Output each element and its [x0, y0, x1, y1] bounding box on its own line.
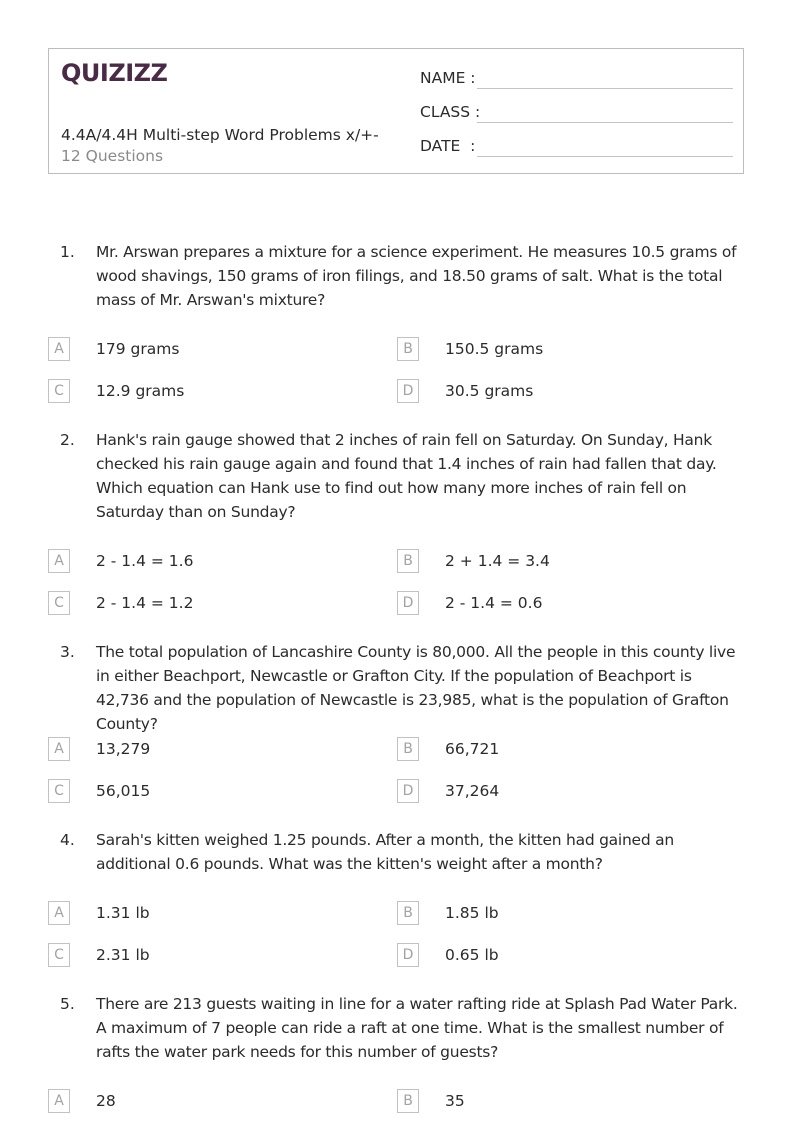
option-letter: B — [397, 1089, 419, 1113]
question-number: 1. — [60, 243, 75, 261]
option-text: 0.65 lb — [445, 946, 499, 964]
option-letter: C — [48, 779, 70, 803]
option-text: 56,015 — [96, 782, 151, 800]
worksheet-title: 4.4A/4.4H Multi-step Word Problems x/+- — [61, 126, 379, 144]
option-text: 13,279 — [96, 740, 151, 758]
question-count: 12 Questions — [61, 147, 164, 165]
option-letter: D — [397, 779, 419, 803]
option-text: 2 - 1.4 = 1.6 — [96, 552, 194, 570]
option-letter: B — [397, 549, 419, 573]
question-text: The total population of Lancashire County is 80,000. All the people in this county live in either Beachport, Newcastle or Grafton City. If the population of Beachport is 42,736 and the population of Newcastle is 23,985, what is the population of Grafton County? — [96, 643, 736, 733]
option-letter: A — [48, 549, 70, 573]
option-text: 66,721 — [445, 740, 500, 758]
option-text: 2 - 1.4 = 1.2 — [96, 594, 194, 612]
question-number: 2. — [60, 431, 75, 449]
option-text: 1.31 lb — [96, 904, 150, 922]
name-label: NAME : — [420, 69, 476, 87]
quizizz-logo: QUIZIZZ — [61, 59, 168, 87]
option-text: 2.31 lb — [96, 946, 150, 964]
option-letter: D — [397, 591, 419, 615]
option-text: 12.9 grams — [96, 382, 185, 400]
date-label: DATE : — [420, 137, 476, 155]
class-label: CLASS : — [420, 103, 481, 121]
date-field[interactable] — [420, 133, 733, 157]
option-text: 179 grams — [96, 340, 180, 358]
name-field[interactable] — [420, 65, 733, 89]
option-letter: A — [48, 1089, 70, 1113]
option-letter: A — [48, 737, 70, 761]
option-letter: A — [48, 901, 70, 925]
option-letter: C — [48, 943, 70, 967]
option-letter: D — [397, 943, 419, 967]
option-letter: B — [397, 901, 419, 925]
class-line[interactable] — [477, 121, 733, 123]
option-text: 2 - 1.4 = 0.6 — [445, 594, 543, 612]
option-text: 2 + 1.4 = 3.4 — [445, 552, 550, 570]
option-letter: B — [397, 337, 419, 361]
option-letter: D — [397, 379, 419, 403]
option-letter: C — [48, 591, 70, 615]
option-text: 30.5 grams — [445, 382, 534, 400]
question-text: Hank's rain gauge showed that 2 inches of rain fell on Saturday. On Sunday, Hank checked his rain gauge again and found that 1.4 inches of rain had fallen that day. Which equation can Hank use to find out how many more inches of rain fell on Saturday than on Sunday? — [96, 431, 717, 521]
worksheet-header — [48, 48, 744, 174]
class-field[interactable] — [420, 99, 733, 123]
question-text: There are 213 guests waiting in line for a water rafting ride at Splash Pad Water Park. A maximum of 7 people can ride a raft at one time. What is the smallest number of rafts the water park needs for this number of guests? — [96, 995, 738, 1061]
question-number: 4. — [60, 831, 75, 849]
question-number: 5. — [60, 995, 75, 1013]
option-letter: C — [48, 379, 70, 403]
name-line[interactable] — [477, 87, 733, 89]
option-text: 28 — [96, 1092, 116, 1110]
question-number: 3. — [60, 643, 75, 661]
question-text: Mr. Arswan prepares a mixture for a science experiment. He measures 10.5 grams of wood shavings, 150 grams of iron filings, and 18.50 grams of salt. What is the total mass of Mr. Arswan's mixture? — [96, 243, 737, 309]
date-line[interactable] — [477, 155, 733, 157]
option-text: 150.5 grams — [445, 340, 544, 358]
option-text: 1.85 lb — [445, 904, 499, 922]
option-letter: B — [397, 737, 419, 761]
option-letter: A — [48, 337, 70, 361]
option-text: 37,264 — [445, 782, 500, 800]
question-text: Sarah's kitten weighed 1.25 pounds. After a month, the kitten had gained an additional 0.6 pounds. What was the kitten's weight after a month? — [96, 831, 674, 873]
option-text: 35 — [445, 1092, 465, 1110]
